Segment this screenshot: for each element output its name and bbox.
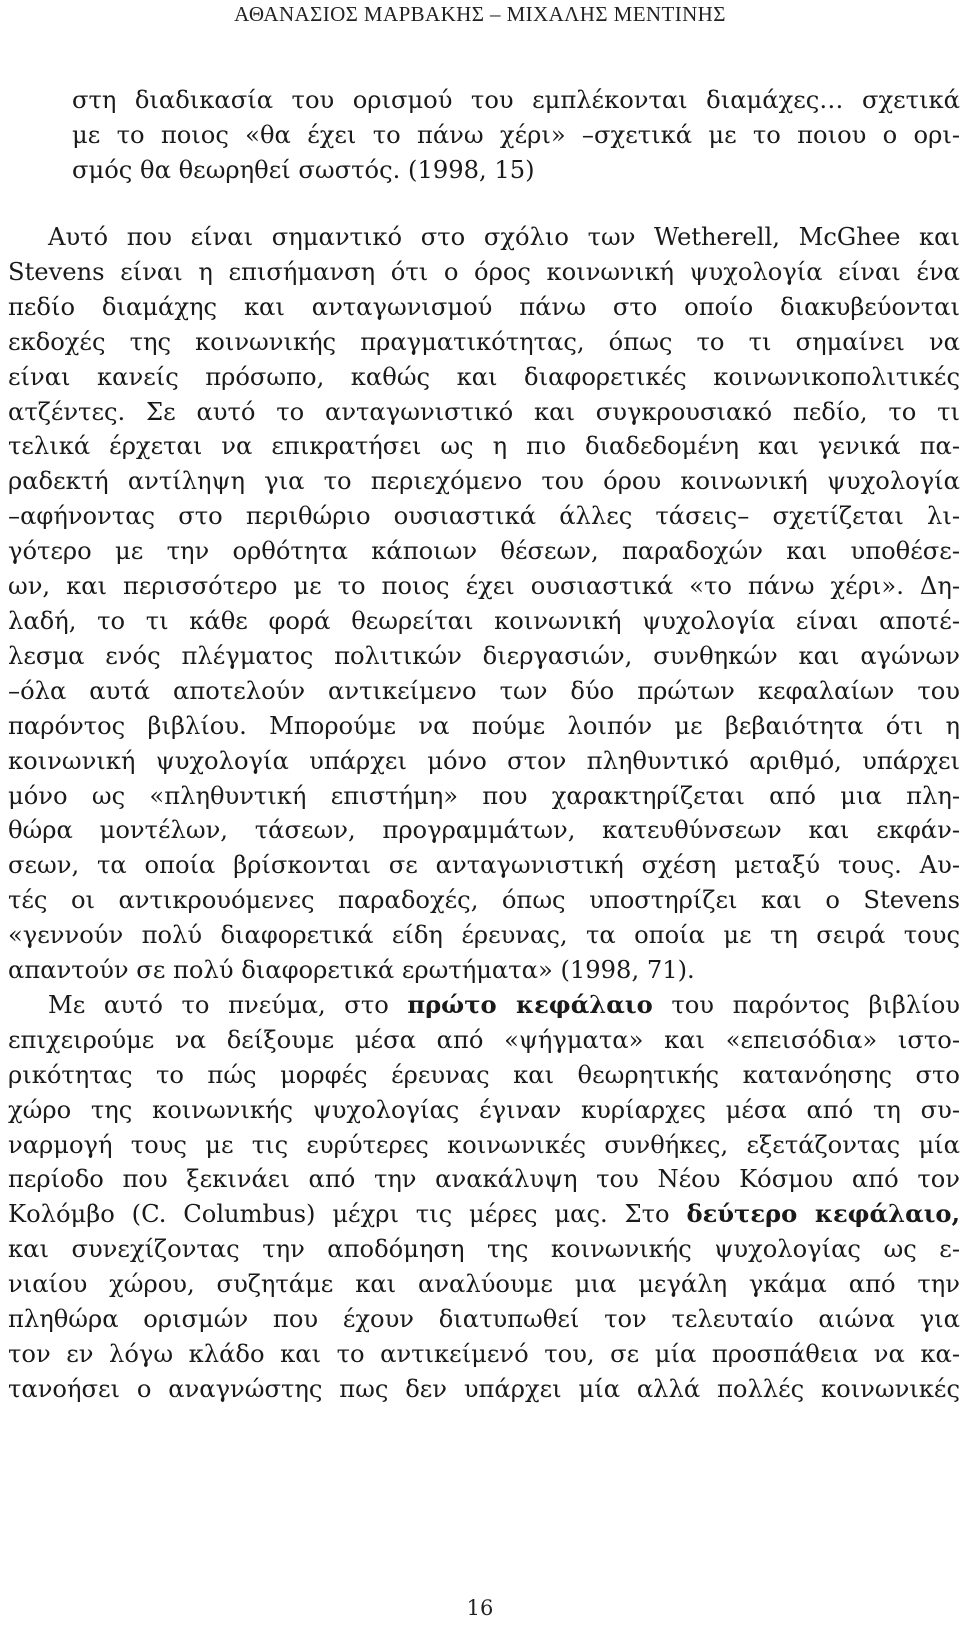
text-line: ων, και περισσότερο με το ποιος έχει ουσιαστικά «το πάνω χέρι». Δη- <box>8 572 960 601</box>
text-line <box>8 988 960 1023</box>
text-line: επιχειρούμε να δείξουμε μέσα από «ψήγματα» και «επεισόδια» ιστο- <box>8 1025 960 1054</box>
text-line: περίοδο που ξεκινάει από την ανακάλυψη του Νέου Κόσμου από τον <box>8 1165 960 1194</box>
text-line: πεδίο διαμάχης και ανταγωνισμού πάνω στο οποίο διακυβεύονται <box>8 292 960 321</box>
text-line: ατζέντες. Σε αυτό το ανταγωνιστικό και συγκρουσιακό πεδίο, το τι <box>8 397 960 426</box>
block-quote <box>8 83 960 188</box>
page-number: 16 <box>466 1596 494 1620</box>
text-line: λεσμα ενός πλέγματος πολιτικών διεργασιών, συνθηκών και αγώνων <box>8 641 960 670</box>
text-line: νιαίου χώρου, συζητάμε και αναλύουμε μια μεγάλη γκάμα από την <box>8 1270 960 1299</box>
text-line: και συνεχίζοντας την αποδόμηση της κοινωνικής ψυχολογίας ως ε- <box>8 1235 960 1264</box>
text-line <box>8 1197 960 1232</box>
text-line: «γεννούν πολύ διαφορετικά είδη έρευνας, τα οποία με τη σειρά τους <box>8 921 960 950</box>
text-line: λαδή, το τι κάθε φορά θεωρείται κοινωνική ψυχολογία είναι αποτέ- <box>8 606 960 635</box>
text-line: –όλα αυτά αποτελούν αντικείμενο των δύο πρώτων κεφαλαίων του <box>8 676 960 705</box>
chapter-reference-second: δεύτερο κεφάλαιο, <box>686 1199 960 1229</box>
text-line: κοινωνική ψυχολογία υπάρχει μόνο στον πληθυντικό αριθμό, υπάρχει <box>8 746 960 775</box>
quote-line: σμός θα θεωρηθεί σωστός. (1998, 15) <box>72 155 535 184</box>
text-line: –αφήνοντας στο περιθώριο ουσιαστικά άλλες τάσεις– σχετίζεται λι- <box>8 502 960 531</box>
text-line: εκδοχές της κοινωνικής πραγματικότητας, όπως το τι σημαίνει να <box>8 327 960 356</box>
text-line: ραδεκτή αντίληψη για το περιεχόμενο του όρου κοινωνική ψυχολογία <box>8 467 960 496</box>
text-line: απαντούν σε πολύ διαφορετικά ερωτήματα» (1998, 71). <box>8 956 695 985</box>
text-line: ρικότητας το πώς μορφές έρευνας και θεωρητικής κατανόησης στο <box>8 1060 960 1089</box>
text-line: θώρα μοντέλων, τάσεων, προγραμμάτων, κατευθύνσεων και εκφάν- <box>8 816 960 845</box>
text-line: τον εν λόγω κλάδο και το αντικείμενό του, σε μία προσπάθεια να κα- <box>8 1340 960 1368</box>
chapter-reference-first: πρώτο κεφάλαιο <box>407 989 653 1019</box>
text-line: παρόντος βιβλίου. Μπορούμε να πούμε λοιπόν με βεβαιότητα ότι η <box>8 711 960 740</box>
text-run: του παρόντος βιβλίου <box>652 990 960 1019</box>
text-run: Με αυτό το πνεύμα, στο <box>48 990 408 1019</box>
text-line: χώρο της κοινωνικής ψυχολογίας έγιναν κυρίαρχες μέσα από τη συ- <box>8 1095 960 1124</box>
quote-line: στη διαδικασία του ορισμού του εμπλέκονται διαμάχες… σχετικά <box>72 86 960 114</box>
text-line: γότερο με την ορθότητα κάποιων θέσεων, παραδοχών και υποθέσε- <box>8 537 960 566</box>
paragraph-1 <box>8 220 960 988</box>
text-line: Stevens είναι η επισήμανση ότι ο όρος κοινωνική ψυχολογία είναι ένα <box>8 257 960 286</box>
text-line: τές οι αντικρουόμενες παραδοχές, όπως υποστηρίζει και ο Stevens <box>8 886 960 915</box>
text-line: πληθώρα ορισμών που έχουν διατυπωθεί τον τελευταίο αιώνα για <box>8 1305 960 1334</box>
text-line: τανοήσει ο αναγνώστης πως δεν υπάρχει μία αλλά πολλές κοινωνικές <box>8 1374 960 1403</box>
text-line: μόνο ως «πληθυντική επιστήμη» που χαρακτηρίζεται από μια πλη- <box>8 781 960 810</box>
text-line: σεων, τα οποία βρίσκονται σε ανταγωνιστική σχέση μεταξύ τους. Αυ- <box>8 851 960 880</box>
running-header: ΑΘΑΝΑΣΙΟΣ ΜΑΡΒΑΚΗΣ – ΜΙΧΑΛΗΣ ΜΕΝΤΙΝΗΣ <box>234 2 726 26</box>
text-run: Κολόμβο (C. Columbus) μέχρι τις μέρες μας. Στο <box>8 1200 687 1229</box>
text-line: Αυτό που είναι σημαντικό στο σχόλιο των Wetherell, McGhee και <box>48 223 960 251</box>
quote-line: με το ποιος «θα έχει το πάνω χέρι» –σχετικά με το ποιου ο ορι- <box>72 120 960 149</box>
text-line: είναι κανείς πρόσωπο, καθώς και διαφορετικές κοινωνικοπολιτικές <box>8 362 960 391</box>
text-line: τελικά έρχεται να επικρατήσει ως η πιο διαδεδομένη και γενικά πα- <box>8 432 960 461</box>
body-text <box>8 220 960 1407</box>
paragraph-2 <box>8 988 960 1407</box>
text-line: ναρμογή τους με τις ευρύτερες κοινωνικές συνθήκες, εξετάζοντας μία <box>8 1130 960 1159</box>
